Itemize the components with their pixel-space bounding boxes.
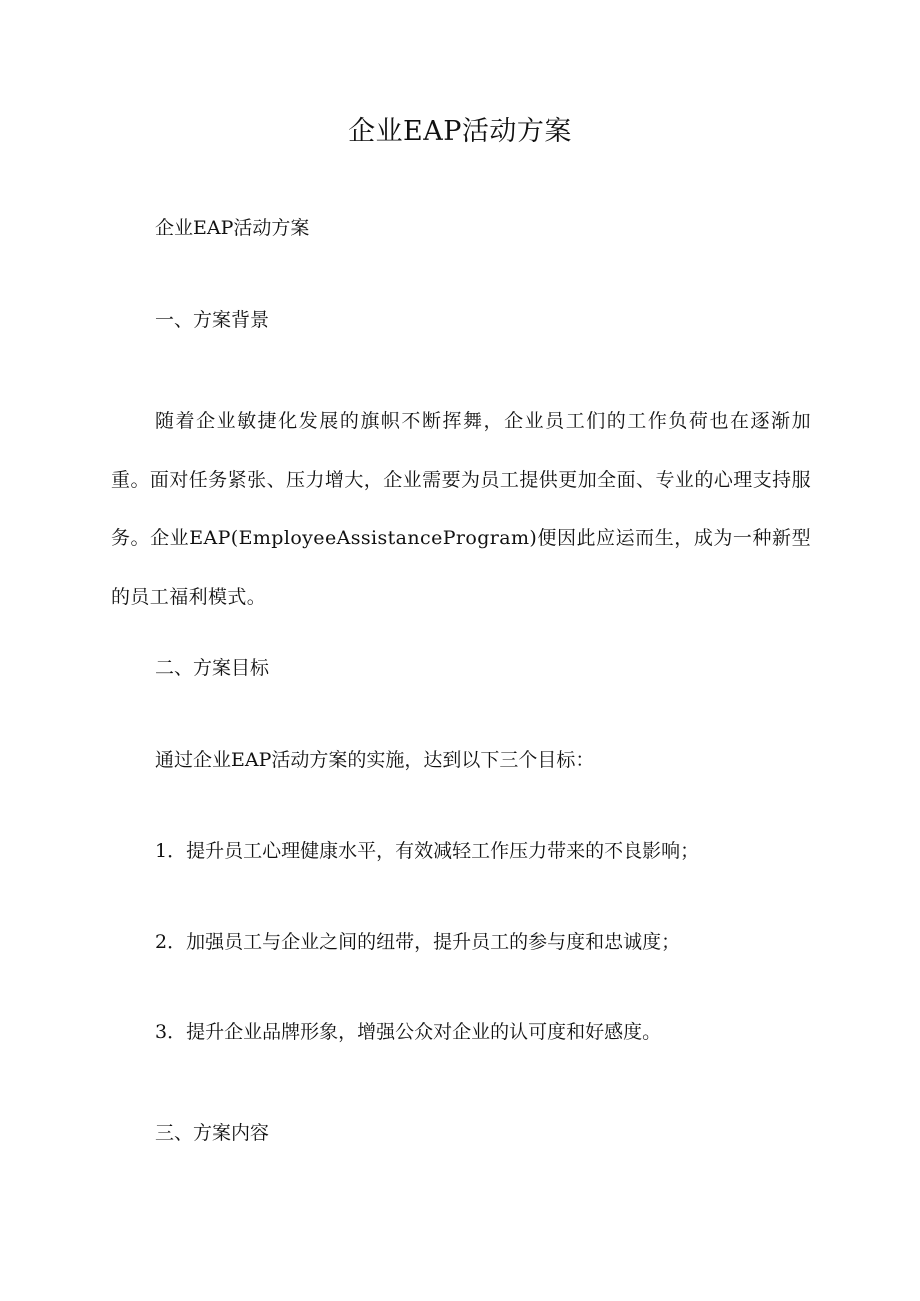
section-heading-content: 三、方案内容 [155, 1122, 270, 1144]
section-heading-goals: 二、方案目标 [155, 657, 270, 679]
goals-intro: 通过企业EAP活动方案的实施，达到以下三个目标： [155, 749, 595, 771]
background-paragraph: 随着企业敏捷化发展的旗帜不断挥舞，企业员工们的工作负荷也在逐渐加重。面对任务紧张、压力增大，企业需要为员工提供更加全面、专业的心理支持服务。企业EAP(EmployeeAssistanceProgram)便因此应运而生，成为一种新型的员工福利模式。 [111, 410, 811, 608]
section-heading-background: 一、方案背景 [155, 309, 270, 331]
goal-item-1: 1．提升员工心理健康水平，有效减轻工作压力带来的不良影响； [155, 840, 700, 862]
goal-item-3: 3．提升企业品牌形象，增强公众对企业的认可度和好感度。 [155, 1021, 662, 1043]
document-subtitle: 企业EAP活动方案 [155, 217, 310, 239]
document-title: 企业EAP活动方案 [348, 116, 572, 147]
goal-item-2: 2．加强员工与企业之间的纽带，提升员工的参与度和忠诚度； [155, 931, 681, 953]
